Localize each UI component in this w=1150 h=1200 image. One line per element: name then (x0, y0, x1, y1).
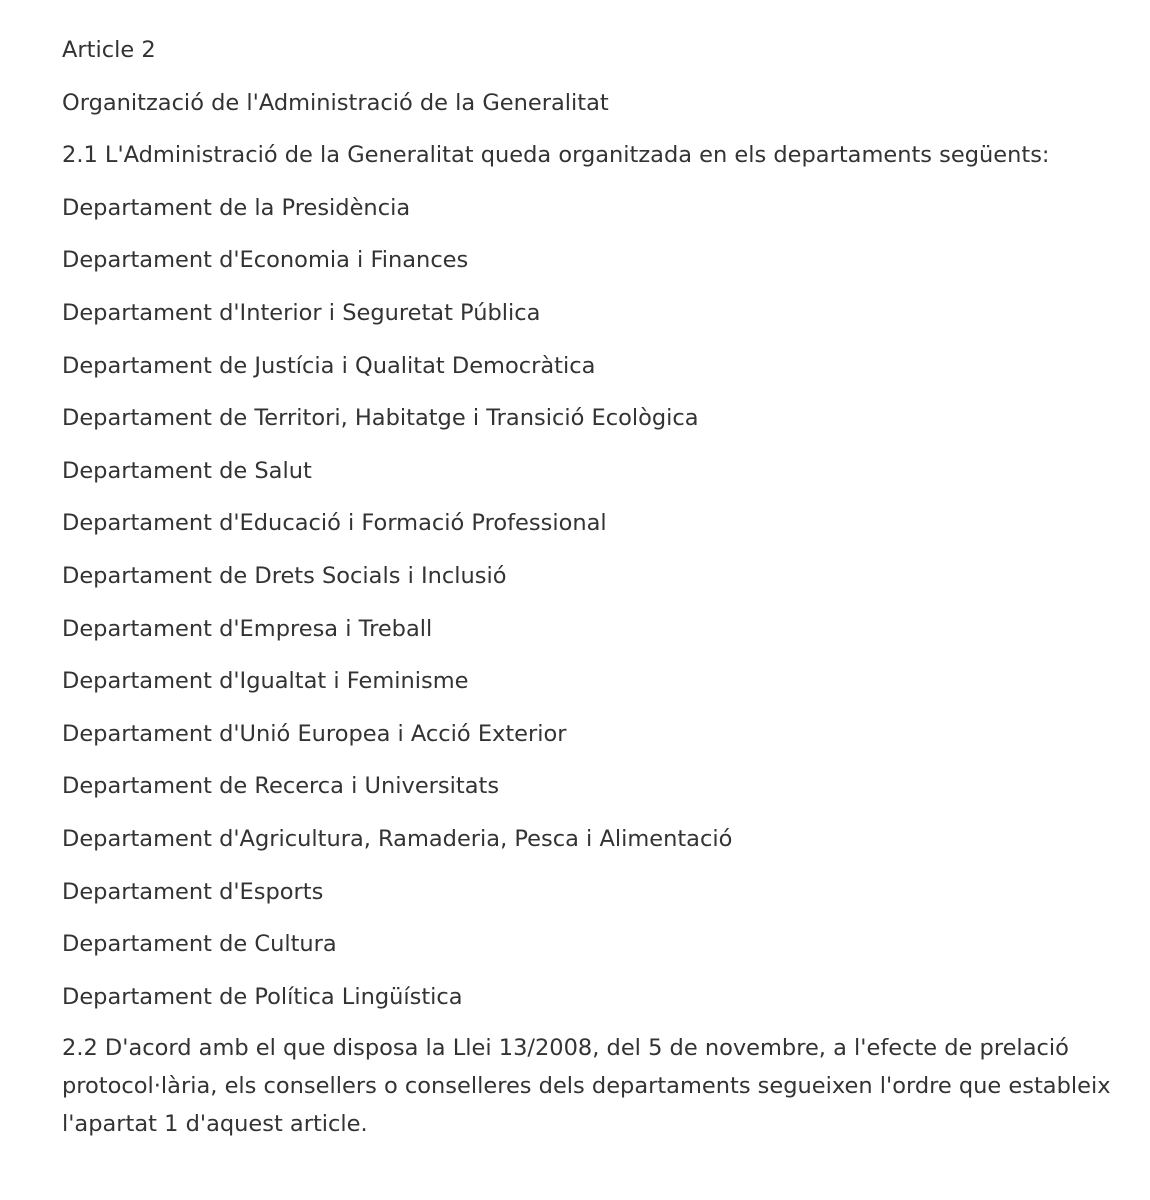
department-item: Departament d'Agricultura, Ramaderia, Pesca i Alimentació (62, 825, 733, 852)
department-item: Departament d'Economia i Finances (62, 247, 469, 274)
department-item: Departament de Recerca i Universitats (62, 773, 500, 800)
paragraph-2-2: 2.2 D'acord amb el que disposa la Llei 13/2008, del 5 de novembre, a l'efecte de prelació protocol·lària, els consellers o conselleres dels departaments segueixen l'ordre que estableix l'apartat 1 d'aquest article. (62, 1035, 1111, 1137)
department-item: Departament d'Unió Europea i Acció Exterior (62, 720, 567, 747)
department-item: Departament de Justícia i Qualitat Democràtica (62, 352, 596, 379)
department-item: Departament d'Educació i Formació Professional (62, 510, 607, 537)
department-item: Departament d'Esports (62, 878, 324, 905)
department-item: Departament de Política Lingüística (62, 983, 463, 1010)
article-number: Article 2 (62, 37, 156, 63)
paragraph-2-1-intro: 2.1 L'Administració de la Generalitat queda organitzada en els departaments següents: (62, 142, 1050, 169)
department-item: Departament de Territori, Habitatge i Transició Ecològica (62, 405, 699, 432)
department-item: Departament de Salut (62, 457, 312, 484)
department-item: Departament de Drets Socials i Inclusió (62, 562, 507, 589)
department-item: Departament d'Igualtat i Feminisme (62, 668, 469, 695)
department-item: Departament de Cultura (62, 931, 337, 958)
department-item: Departament d'Empresa i Treball (62, 615, 433, 642)
department-item: Departament d'Interior i Seguretat Pública (62, 299, 541, 326)
article-body (62, 31, 1122, 1143)
department-item: Departament de la Presidència (62, 194, 411, 221)
article-title: Organització de l'Administració de la Generalitat (62, 89, 609, 116)
